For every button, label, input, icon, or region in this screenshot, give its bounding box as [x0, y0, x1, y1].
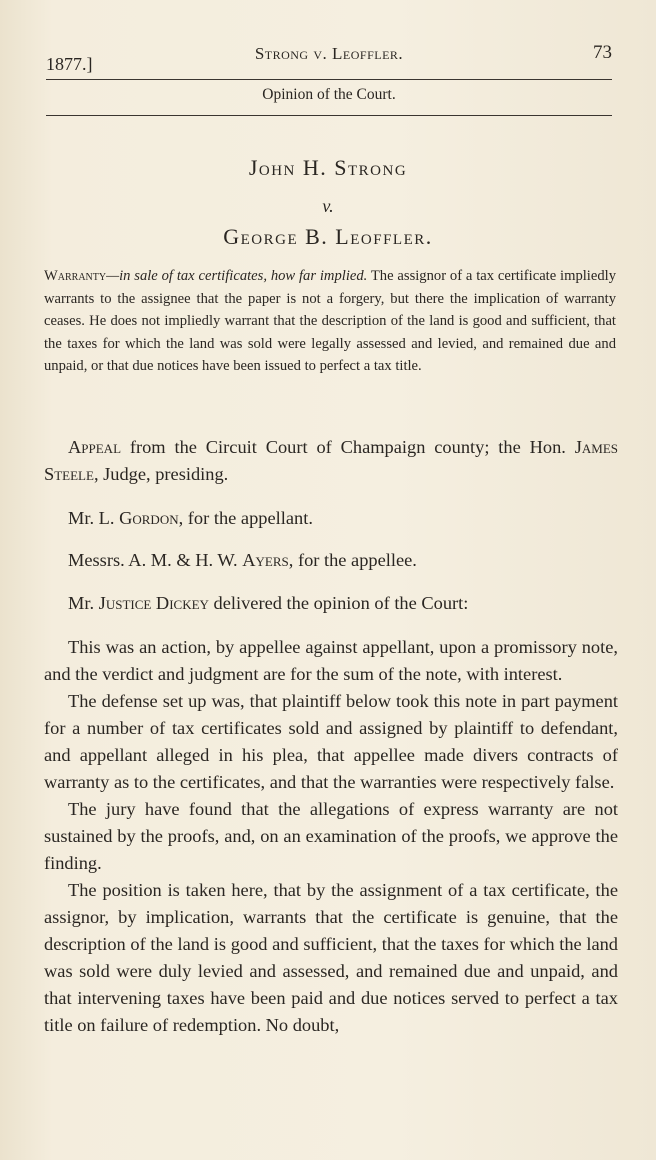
opinion-body [44, 634, 618, 1039]
header-rule-top [46, 79, 612, 80]
counsel-suffix: , for the appellee. [288, 550, 417, 570]
running-head-year: 1877.] [46, 54, 93, 74]
section-subhead: Opinion of the Court. [262, 86, 396, 103]
headnote-lead: —in sale of tax certificates, how far implied. [106, 268, 368, 284]
headnote [44, 265, 616, 378]
headnote-text: The assignor of a tax certificate impliedly warrants to the assignee that the paper is not a forgery, but there the implication of warranty ceases. He does not impliedly warrant that the description of the land is good and sufficient, that the taxes for which the land was sold were legally assessed and levied, and remained due and unpaid, or that due notices have been issued to perfect a tax title. [44, 268, 616, 374]
appeal-judge: James Steele [44, 437, 618, 484]
header-rule-bottom [46, 115, 612, 116]
running-head [46, 40, 612, 74]
appeal-statement [44, 434, 618, 488]
appeal-label: Appeal [68, 437, 122, 457]
opinion-paragraph: This was an action, by appellee against appellant, upon a promissory note, and the verdict and judgment are for the sum of the note, with interest. [44, 637, 618, 684]
opinion-paragraph: The jury have found that the allegations of express warranty are not sustained by the proofs, and, on an examination of the proofs, we approve the finding. [44, 799, 618, 873]
counsel-appellee [44, 547, 618, 574]
counsel-name: Ayers [242, 550, 289, 570]
appeal-text: from the Circuit Court of Champaign county; the Hon. [121, 437, 575, 457]
justice-name: Justice Dickey [98, 593, 209, 613]
opinion-attribution [44, 590, 618, 617]
opinion-paragraph: The defense set up was, that plaintiff below took this note in part payment for a number of tax certificates sold and assigned by plaintiff to defendant, and appellant alleged in his plea, that appellee made divers contracts of warranty as to the certificates, and that the warranties were respectively false. [44, 691, 618, 792]
counsel-appellant [44, 505, 618, 532]
opinion-paragraph: The position is taken here, that by the assignment of a tax certificate, the assignor, by implication, warrants that the certificate is genuine, that the description of the land is good and sufficient, that the taxes for which the land was sold were duly levied and assessed, and remained due and unpaid, and that intervening taxes have been paid and due notices served to perfect a tax title on failure of redemption. No doubt, [44, 880, 618, 1035]
case-versus: v. [322, 196, 334, 216]
justice-prefix: Mr. [68, 593, 99, 613]
counsel-name: Gordon [119, 508, 179, 528]
case-plaintiff: John H. Strong [248, 155, 408, 180]
headnote-topic: Warranty [44, 268, 107, 284]
appeal-suffix: , Judge, presiding. [93, 464, 229, 484]
counsel-prefix: Messrs. A. M. & H. W. [68, 550, 243, 570]
page-number: 73 [593, 42, 612, 63]
delivered-suffix: delivered the opinion of the Court: [208, 593, 469, 613]
counsel-suffix: , for the appellant. [178, 508, 313, 528]
running-head-title: Strong v. Leoffler. [254, 44, 404, 63]
case-defendant: George B. Leoffler. [223, 224, 433, 249]
counsel-prefix: Mr. L. [68, 508, 120, 528]
